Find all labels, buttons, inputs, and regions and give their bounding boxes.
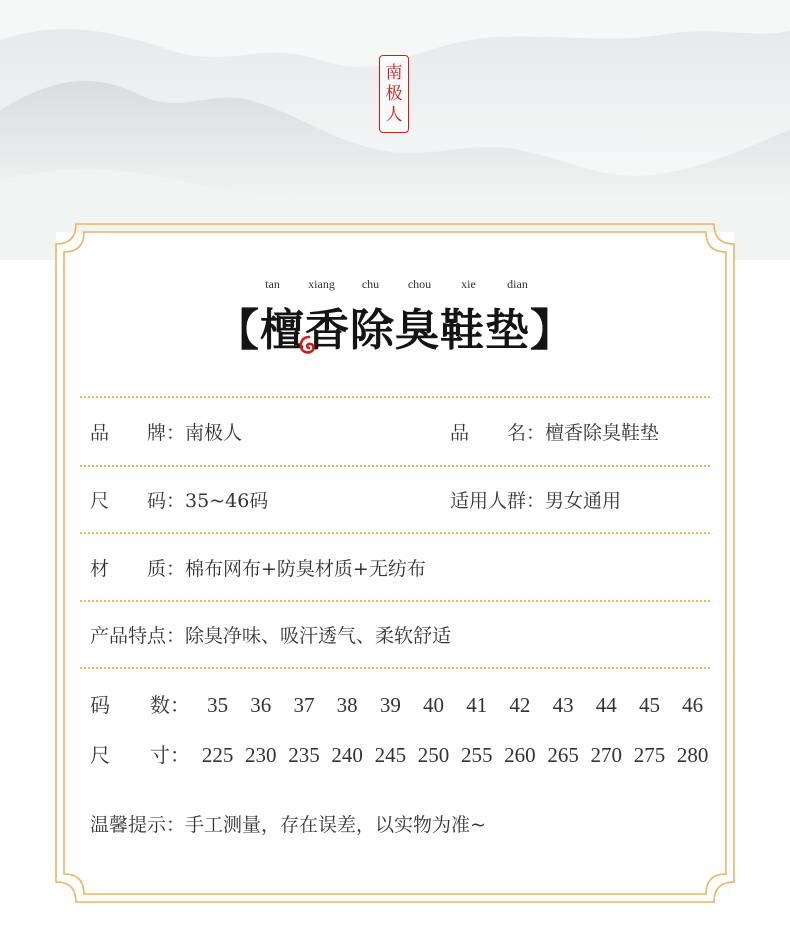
size-code-cell: 39 — [379, 693, 401, 717]
size-code-cell: 37 — [293, 693, 315, 717]
size-length-cell: 225 — [201, 743, 234, 767]
spec-row-size — [90, 488, 268, 514]
pinyin-4: chou — [407, 277, 432, 291]
divider — [80, 532, 710, 534]
size-label: 尺 码： — [90, 490, 186, 512]
divider — [80, 396, 710, 398]
size-code-cell: 38 — [336, 693, 358, 717]
size-length-cell: 245 — [374, 743, 407, 767]
brand-label: 品 牌： — [90, 422, 186, 444]
size-code-cell: 46 — [682, 693, 704, 717]
brand-value: 南极人 — [185, 422, 243, 444]
features-label: 产品特点： — [90, 625, 186, 647]
pinyin-6: dian — [507, 277, 528, 291]
length-cells — [196, 742, 714, 768]
size-length-cell: 255 — [460, 743, 493, 767]
title-pinyin — [0, 277, 790, 292]
divider — [80, 667, 710, 669]
size-code-cell: 45 — [638, 693, 660, 717]
material-label: 材 质： — [90, 558, 186, 580]
pinyin-5: xie — [461, 277, 476, 291]
pinyin-1: tan — [265, 277, 280, 291]
seal-char-1: 南 — [385, 62, 403, 83]
code-cells — [196, 692, 714, 718]
size-code-cell: 44 — [595, 693, 617, 717]
audience-label: 适用人群： — [450, 490, 546, 512]
length-label: 尺 寸： — [90, 743, 190, 767]
red-swirl-icon — [296, 333, 322, 359]
code-label: 码 数： — [90, 693, 190, 717]
size-value: 35~46码 — [185, 490, 269, 512]
size-length-cell: 250 — [417, 743, 450, 767]
seal-char-2: 极 — [385, 83, 403, 104]
size-code-cell: 40 — [423, 693, 445, 717]
seal-char-3: 人 — [385, 104, 403, 125]
size-length-cell: 270 — [590, 743, 623, 767]
size-length-row — [90, 742, 714, 768]
size-length-cell: 235 — [288, 743, 320, 767]
size-code-cell: 36 — [250, 693, 272, 717]
divider — [80, 600, 710, 602]
size-code-row — [90, 692, 714, 718]
size-length-cell: 240 — [331, 743, 363, 767]
pinyin-3: chu — [361, 277, 380, 291]
size-length-cell: 260 — [504, 743, 536, 767]
tip-text: 温馨提示：手工测量，存在误差，以实物为准~ — [90, 814, 486, 836]
spec-row-features — [90, 623, 451, 649]
size-length-cell: 275 — [633, 743, 666, 767]
spec-row-name — [450, 420, 659, 446]
size-length-cell: 265 — [547, 743, 579, 767]
name-value: 檀香除臭鞋垫 — [545, 422, 660, 444]
spec-row-brand — [90, 420, 242, 446]
material-value: 棉布网布+防臭材质+无纺布 — [185, 558, 426, 580]
size-code-cell: 43 — [552, 693, 574, 717]
size-code-cell: 35 — [207, 693, 229, 717]
size-code-cell: 42 — [509, 693, 531, 717]
audience-value: 男女通用 — [545, 490, 622, 512]
spec-row-audience — [450, 488, 621, 514]
size-code-cell: 41 — [466, 693, 488, 717]
size-length-cell: 230 — [245, 743, 277, 767]
page-title: 【檀香除臭鞋垫】 — [215, 305, 575, 356]
name-label: 品 名： — [450, 422, 546, 444]
brand-seal — [379, 55, 409, 133]
pinyin-2: xiang — [308, 277, 335, 291]
features-value: 除臭净味、吸汗透气、柔软舒适 — [185, 625, 452, 647]
size-length-cell: 280 — [676, 743, 709, 767]
spec-row-material — [90, 556, 426, 582]
divider — [80, 465, 710, 467]
